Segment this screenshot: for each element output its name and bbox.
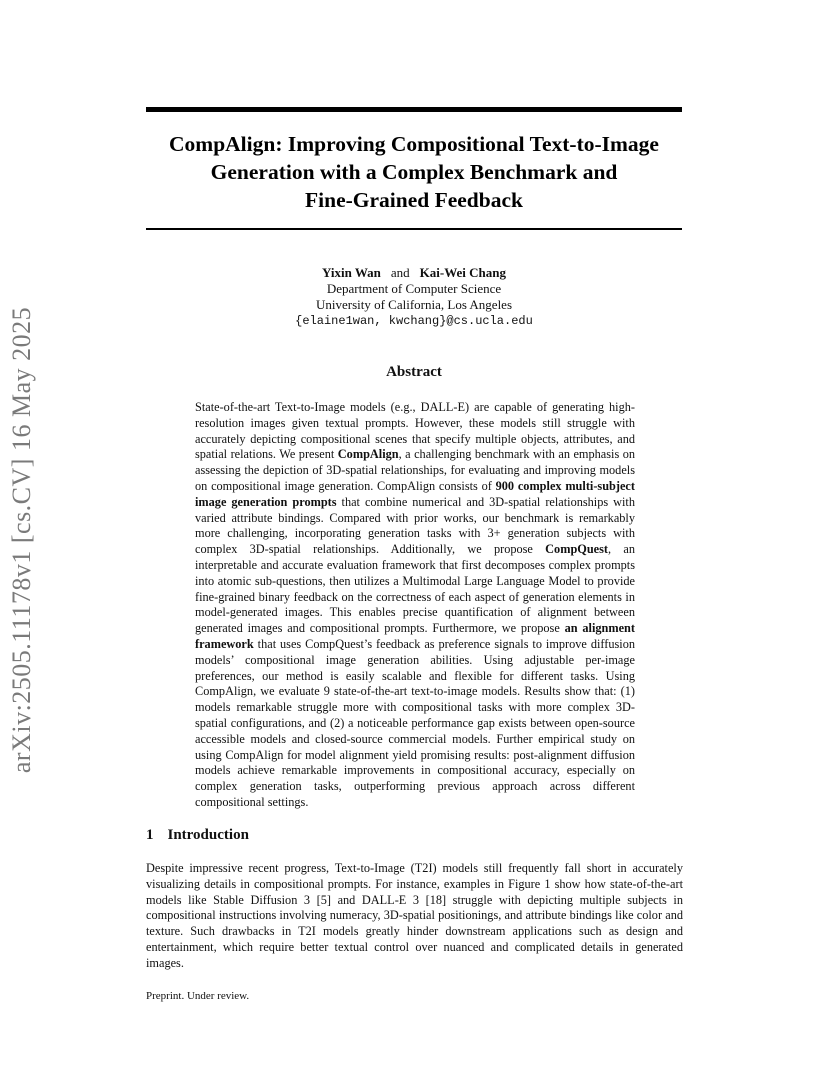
abstract-text-2: , a challenging benchmark with an emphasis on assessing the depiction of 3D-spatial relationships, for evaluating and improving models on compositional image generation. CompAlign consists of	[195, 447, 635, 493]
author-names	[146, 265, 682, 281]
section-title: Introduction	[167, 827, 249, 843]
author-2: Kai-Wei Chang	[419, 265, 506, 280]
section-heading-introduction	[146, 827, 249, 844]
title-bottom-rule	[146, 228, 682, 230]
author-conjunction: and	[390, 265, 410, 280]
author-1: Yixin Wan	[322, 265, 381, 280]
abstract-bold-alignment: an alignment framework	[195, 621, 635, 651]
arxiv-stamp-text: arXiv:2505.11178v1 [cs.CV] 16 May 2025	[7, 306, 36, 774]
title-line-1: CompAlign: Improving Compositional Text-to-Image	[169, 132, 659, 156]
section-number: 1	[146, 827, 154, 843]
abstract-bold-prompts: 900 complex multi-subject image generation prompts	[195, 478, 635, 509]
title-line-2: Generation with a Complex Benchmark and	[210, 160, 618, 184]
abstract-text-3: that combine numerical and 3D-spatial relationships with varied attribute bindings. Compared with prior works, our benchmark is remarkably more challenging, incorporating generation tasks with 3+ generation subjects with complex 3D-spatial relationships. Additionally, we propose	[195, 494, 635, 557]
author-emails: {elaine1wan, kwchang}@cs.ucla.edu	[295, 314, 533, 328]
abstract-text-4: , an interpretable and accurate evaluation framework that first decomposes complex prompts into atomic sub-questions, then utilizes a Multimodal Large Language Model to provide fine-grained binary feedback on the correctness of each aspect of generation elements in model-generated images. This enables precise quantification of alignment between generated images and compositional prompts. Furthermore, we propose	[195, 542, 635, 636]
author-university: University of California, Los Angeles	[315, 297, 513, 312]
abstract-bold-compquest: CompQuest	[545, 542, 609, 557]
author-block	[146, 265, 682, 329]
paper-title	[146, 130, 682, 214]
preprint-footnote: Preprint. Under review.	[146, 990, 250, 1002]
title-line-3: Fine-Grained Feedback	[305, 188, 523, 212]
abstract-bold-compalign: CompAlign	[337, 447, 399, 462]
abstract-text-1: State-of-the-art Text-to-Image models (e.g., DALL-E) are capable of generating high-resolution images given textual prompts. However, these models still struggle with accurately depicting compositional scenes that specify multiple objects, attributes, and spatial relations. We present	[195, 400, 635, 462]
abstract-body	[195, 400, 635, 811]
abstract-heading: Abstract	[386, 364, 442, 380]
title-top-rule	[146, 107, 682, 112]
introduction-paragraph: Despite impressive recent progress, Text-to-Image (T2I) models still frequently fall short in accurately visualizing details in compositional prompts. For instance, examples in Figure 1 show how state-of-the-art models like Stable Diffusion 3 [5] and DALL-E 3 [18] struggle with depicting multiple subjects in compositional instructions involving numeracy, 3D-spatial positionings, and attribute bindings like color and texture. Such drawbacks in T2I models greatly hinder downstream applications such as design and entertainment, which require better textual control over nuanced and complicated details in generated images.	[146, 861, 683, 970]
abstract-text-5: that uses CompQuest’s feedback as preference signals to improve diffusion models’ compositional image generation abilities. Using adjustable per-image preferences, our method is easily scalable and flexible for different tasks. Using CompAlign, we evaluate 9 state-of-the-art text-to-image models. Results show that: (1) models remarkable struggle more with compositional tasks with more complex 3D-spatial configurations, and (2) a noticeable performance gap exists between open-source accessible models and closed-source commercial models. Further empirical study on using CompAlign for model alignment yield promising results: post-alignment diffusion models achieve remarkable improvements in compositional accuracy, especially on complex generation tasks, outperforming previous approach across different compositional settings.	[195, 636, 635, 809]
author-department: Department of Computer Science	[326, 281, 502, 296]
